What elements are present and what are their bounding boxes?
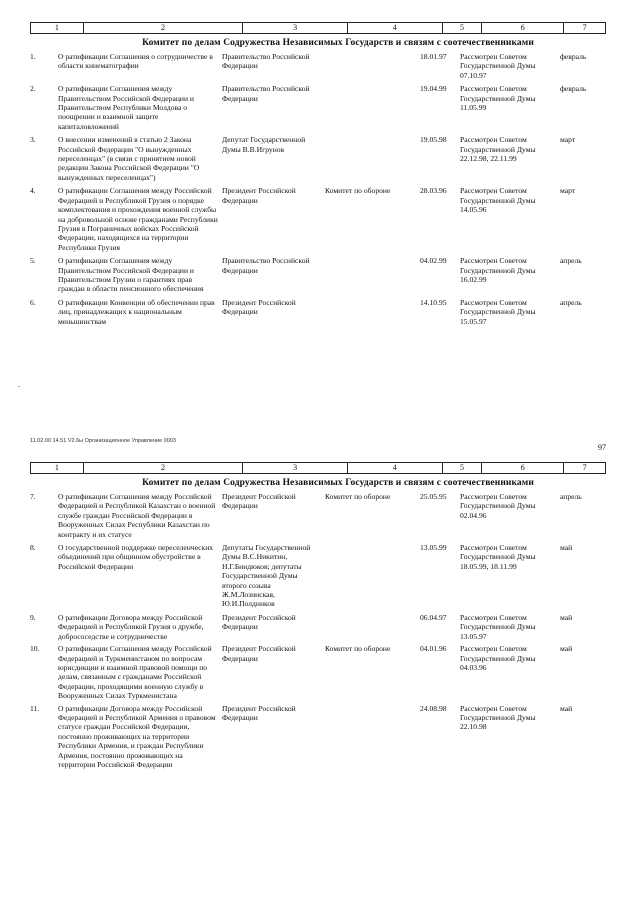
row-number: 9. <box>30 612 36 622</box>
review-status: Рассмотрен Советом Государственной Думы 14.05.96 <box>460 186 536 215</box>
bill-title: О ратификации Соглашения между Российской Федерацией и Туркменистаном по вопросам юрисдикции и взаимной правовой помощи по делам, связанным с гражданами Российской Федерации, проходящими военную службу в Вооруженных Силах Туркменистана <box>58 644 212 701</box>
review-status: Рассмотрен Советом Государственной Думы 02.04.96 <box>460 492 536 520</box>
section-title: Комитет по делам Содружества Независимых Государств и связям с соотечественниками <box>142 38 534 48</box>
table-row <box>30 256 606 294</box>
planned-month: февраль <box>560 52 587 61</box>
submission-date: 24.08.98 <box>420 703 447 713</box>
planned-month: май <box>560 612 573 622</box>
bill-list <box>30 52 606 326</box>
column-number: 6 <box>481 463 563 473</box>
row-number: 8. <box>30 543 36 553</box>
table-row <box>30 84 606 131</box>
submission-date: 19.04.99 <box>420 84 447 94</box>
section-title: Комитет по делам Содружества Независимых Государств и связям с соотечественниками <box>142 478 534 488</box>
co-committee <box>325 52 420 80</box>
column-number: 7 <box>563 463 605 473</box>
bill-title: О ратификации Соглашения между Российской Федерацией и Республикой Грузия о порядке комплектования и прохождения военной службы на добровольной основе гражданами Республики Грузия в Пограничных войсках Российской Федерации, находящихся на территории Республики Грузия <box>58 186 218 252</box>
planned-month: апрель <box>560 492 582 501</box>
bill-author: Президент Российской Федерации <box>222 644 296 663</box>
column-number: 1 <box>54 463 59 472</box>
bill-author: Депутат Государственной Думы В.В.Игрунов <box>222 135 306 154</box>
table-row <box>30 704 606 770</box>
table-row <box>30 613 606 641</box>
bill-author: Президент Российской Федерации <box>222 297 296 317</box>
column-number: 5 <box>442 23 482 33</box>
co-committee <box>325 256 420 294</box>
submission-date: 04.01.96 <box>420 644 447 654</box>
planned-month: май <box>560 644 573 654</box>
table-row <box>30 135 606 182</box>
review-status: Рассмотрен Советом Государственной Думы 07.10.97 <box>460 52 536 80</box>
table-row <box>30 186 606 252</box>
bill-title: О ратификации Договора между Российской Федерацией и Республикой Армения о правовом статусе граждан Российской Федерации, постоянно проживающих на территории Республики Армения, и граждан Республики Армения, постоянно проживающих на территории Российской Федерации <box>58 703 216 769</box>
bill-title: О ратификации Договора между Российской Федерацией и Республикой Грузия о дружбе, добрососедстве и сотрудничестве <box>58 612 204 641</box>
planned-month: март <box>560 186 576 196</box>
bill-title: О ратификации Соглашения о сотрудничестве в области кинематографии <box>58 52 213 71</box>
co-committee: Комитет по обороне <box>325 186 391 196</box>
column-number: 2 <box>83 463 242 473</box>
co-committee <box>325 613 420 641</box>
submission-date: 14.10.95 <box>420 297 447 307</box>
bill-author: Депутаты Государственной Думы В.С.Никитин, Н.Г.Биндюков; депутаты Государственной Думы второго созыва Ж.М.Лозинская, Ю.И.Полдников <box>222 543 311 609</box>
bill-author: Президент Российской Федерации <box>222 612 296 632</box>
column-number: 1 <box>54 23 59 32</box>
page-number: 97 <box>598 443 606 452</box>
column-number: 6 <box>481 23 563 33</box>
bill-author: Президент Российской Федерации <box>222 703 296 722</box>
table-row <box>30 644 606 700</box>
co-committee <box>325 704 420 770</box>
submission-date: 18.01.97 <box>420 52 447 61</box>
table-row <box>30 52 606 80</box>
submission-date: 06.04.97 <box>420 612 447 622</box>
bill-author: Правительство Российской Федерации <box>222 52 310 71</box>
column-number: 4 <box>347 463 442 473</box>
bill-title: О ратификации Соглашения между Правительством Российской Федерации и Правительством Республики Молдова о поощрении и взаимной защите капиталовложений <box>58 84 194 131</box>
column-number: 4 <box>347 23 442 33</box>
co-committee <box>325 298 420 326</box>
review-status: Рассмотрен Советом Государственной Думы 22.10.98 <box>460 703 536 732</box>
table-row <box>30 543 606 609</box>
bill-author: Президент Российской Федерации <box>222 492 296 511</box>
bill-author: Правительство Российской Федерации <box>222 256 310 275</box>
row-number: 7. <box>30 492 36 501</box>
row-number: 2. <box>30 84 36 94</box>
bill-author: Президент Российской Федерации <box>222 186 296 205</box>
planned-month: февраль <box>560 84 587 94</box>
row-number: 4. <box>30 186 36 196</box>
co-committee <box>325 135 420 182</box>
submission-date: 25.05.95 <box>420 492 447 501</box>
submission-date: 19.05.98 <box>420 135 447 145</box>
co-committee <box>325 84 420 131</box>
co-committee: Комитет по обороне <box>325 644 391 654</box>
column-number: 3 <box>242 463 347 473</box>
review-status: Рассмотрен Советом Государственной Думы 04.03.96 <box>460 644 536 672</box>
scan-mark: . <box>18 380 20 389</box>
bill-title: О ратификации Конвенции об обеспечении прав лиц, принадлежащих к национальным меньшинствам <box>58 297 215 326</box>
bill-title: О ратификации Соглашения между Российской Федерацией и Республикой Казахстан о военной службе граждан Российской Федерации в Вооруженных Силах Республики Казахстан по контракту и их статусе <box>58 492 216 539</box>
row-number: 6. <box>30 297 36 307</box>
row-number: 11. <box>30 703 40 713</box>
document-page-1 <box>30 22 606 330</box>
row-number: 1. <box>30 52 36 61</box>
column-number: 7 <box>563 23 605 33</box>
row-number: 3. <box>30 135 36 145</box>
planned-month: май <box>560 543 573 553</box>
row-number: 5. <box>30 256 36 266</box>
submission-date: 13.05.99 <box>420 543 447 553</box>
co-committee: Комитет по обороне <box>325 492 391 501</box>
footer-text: 11.02.00 14.51 V2.6ы Организационное Управление 0003 <box>30 438 176 444</box>
review-status: Рассмотрен Советом Государственной Думы 11.05.99 <box>460 84 536 113</box>
submission-date: 04.02.99 <box>420 256 447 266</box>
review-status: Рассмотрен Советом Государственной Думы 18.05.99, 18.11.99 <box>460 543 536 571</box>
row-number: 10. <box>30 644 40 654</box>
review-status: Рассмотрен Советом Государственной Думы 15.05.97 <box>460 297 536 326</box>
review-status: Рассмотрен Советом Государственной Думы 22.12.98, 22.11.99 <box>460 135 536 164</box>
planned-month: март <box>560 135 576 145</box>
bill-title: О внесении изменений в статью 2 Закона Российской Федерации "О вынужденных переселенцах" (в связи с принятием новой редакции Закона Российской Федерации "О вынужденных переселенцах") <box>58 135 200 182</box>
review-status: Рассмотрен Советом Государственной Думы 13.05.97 <box>460 612 536 641</box>
column-number-header <box>30 22 606 34</box>
column-number: 5 <box>442 463 482 473</box>
planned-month: май <box>560 703 573 713</box>
co-committee <box>325 543 420 609</box>
bill-title: О государственной поддержке переселенческих объединений при общинном обустройстве в Российской Федерации <box>58 543 214 571</box>
column-number-header <box>30 462 606 474</box>
column-number: 3 <box>242 23 347 33</box>
planned-month: апрель <box>560 256 582 266</box>
planned-month: апрель <box>560 297 582 307</box>
table-row <box>30 298 606 326</box>
table-row <box>30 492 606 539</box>
document-page-2 <box>30 462 606 772</box>
column-number: 2 <box>83 23 242 33</box>
bill-title: О ратификации Соглашения между Правительством Российской Федерации и Правительством Грузии о гарантиях прав граждан в области пенсионного обеспечения <box>58 256 204 294</box>
bill-author: Правительство Российской Федерации <box>222 84 310 103</box>
review-status: Рассмотрен Советом Государственной Думы 16.02.99 <box>460 256 536 284</box>
bill-list <box>30 492 606 769</box>
submission-date: 28.03.96 <box>420 186 447 196</box>
